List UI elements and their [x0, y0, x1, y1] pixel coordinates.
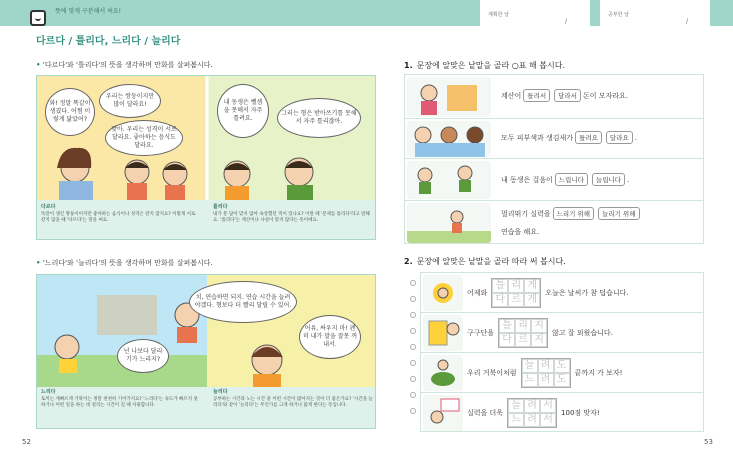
question-2-row: 실력을 더욱 늘 려 서 느 려 서 100점 맞자! — [421, 393, 703, 433]
balloon-mother: 어유, 싸우지 마! 괜히 내가 말을 잘못 꺼내서. — [299, 315, 361, 359]
definition-dareuda: 다르다 똑같이 생긴 쌍둥이이지만 좋아하는 음식이나 성격은 같지 않지요? 이렇게 서로 같지 않을 때 '다르다'는 말을 써요. — [41, 204, 196, 224]
unit-guide: 뜻에 맞게 구분해서 써요! — [55, 8, 122, 15]
plan-date-box: 계획한 날 — [480, 0, 590, 26]
choice-4-b[interactable]: 늘리기 위해 — [598, 207, 639, 220]
illustration-turtle — [423, 355, 463, 391]
balloon-brother-2: 그러는 형은 받아쓰기를 못해서 자주 틀리잖아. — [277, 98, 361, 138]
balloon-brother-1: 내 동생은 뺄셈을 못해서 자주 틀려요. — [217, 84, 269, 138]
question-2-row: 우리 거북이처럼 늘 려 도 느 려 도 끝까지 가 보자! — [421, 353, 703, 393]
page-number-left: 52 — [22, 438, 31, 446]
page-number-right: 53 — [704, 438, 713, 446]
page-title: 다르다 / 틀리다, 느리다 / 늘리다 — [36, 36, 181, 47]
tracing-box-2[interactable]: 틀 리 지 다 르 지 — [498, 318, 548, 348]
illustration-race — [407, 161, 491, 199]
question-1-table — [404, 74, 704, 244]
question-1-title: 1. 문장에 알맞은 낱말을 골라 ○표 해 봅시다. — [404, 61, 566, 70]
illustration-shopping — [407, 77, 491, 117]
choice-2-a[interactable]: 틀려요 — [575, 131, 602, 144]
tracing-box-3[interactable]: 늘 려 도 느 려 도 — [521, 358, 571, 388]
question-2-row: 구구단을 틀 리 지 다 르 지 않고 잘 외웠습니다. — [421, 313, 703, 353]
illustration-children — [407, 121, 491, 157]
balloon-younger-brother: 넌 나보다 달리기가 느리지? — [117, 339, 169, 373]
section2-instruction: • '느리다'와 '늘리다'의 뜻을 생각하며 만화를 살펴봅시다. — [36, 259, 213, 267]
top-bar: 뜻에 맞게 구분해서 써요! 계획한 날 / 공부한 날 / — [0, 0, 733, 26]
illustration-multiplication — [423, 315, 463, 351]
choice-1-a[interactable]: 틀려서 — [523, 89, 550, 102]
definition-neurida: 느리다 토끼는 재빠르게 거북이는 정말 천천히 기어가지요? '느리다'는 속도가 빠르지 못하거나 어떤 일을 하는 데 걸리는 시간이 길 때 사용합니다. — [41, 389, 198, 409]
tracing-box-1[interactable]: 틀 리 게 다 르 게 — [491, 278, 541, 308]
question-2-row: 어제와 틀 리 게 다 르 게 오늘은 날씨가 참 덥습니다. — [421, 273, 703, 313]
definition-neullida: 늘리다 공부하는 시간과 노는 시간 중 어떤 시간이 많아지는 것이 더 좋은가요? '시간을 늘리다'와 같이 '늘리다'는 무언가를 크게 하거나 많게 한다는 뜻입니다. — [213, 389, 373, 409]
illustration-long-jump — [407, 203, 491, 243]
choice-1-b[interactable]: 달라서 — [554, 89, 581, 102]
balloon-twin-1: 우리는 쌍둥이지만 많이 달라요! — [99, 84, 161, 118]
question-1-row: 내 동생은 걸음이 느립니다 늘립니다 . — [405, 159, 703, 201]
choice-3-a[interactable]: 느립니다 — [555, 173, 588, 186]
illustration-score — [423, 395, 463, 431]
choice-2-b[interactable]: 달라요 — [606, 131, 633, 144]
smile-icon — [30, 10, 46, 26]
tracing-box-4[interactable]: 늘 려 서 느 려 서 — [507, 398, 557, 428]
illustration-hot-weather — [423, 275, 463, 311]
balloon-older-brother: 치, 연습하면 되지. 연습 시간을 늘려야겠다. 형보다 더 빨리 달릴 수 있어. — [189, 281, 297, 323]
balloon-twin-2: 맞아. 우리는 성격이 서로 달라요. 좋아하는 음식도 달라요. — [105, 120, 183, 156]
row-4-continuation: 연습을 해요. — [501, 228, 540, 236]
comic-panel-2 — [36, 274, 376, 429]
notebook-rings — [410, 280, 418, 424]
question-1-row: 모두 피부색과 생김새가 틀려요 달라요 . — [405, 119, 703, 159]
question-2-title: 2. 문장에 알맞은 낱말을 골라 따라 써 봅시다. — [404, 257, 566, 266]
study-date-box: 공부한 날 — [600, 0, 710, 26]
comic-panel-1 — [36, 75, 376, 240]
definition-teullida: 틀리다 내가 푼 답이 맞지 않아 속상했던 적이 있나요? 이럴 때 '문제를 틀리다'라고 말해요. '틀리다'는 계산이나 사실이 맞지 않다는 뜻이에요. — [213, 204, 370, 224]
section1-instruction: • '다르다'와 '틀리다'의 뜻을 생각하며 만화를 살펴봅시다. — [36, 61, 213, 69]
question-1-row: 계산이 틀려서 달라서 돈이 모자라요. — [405, 75, 703, 119]
balloon-mom: 와! 정말 똑같이 생겼다. 어쩜 이렇게 닮았어? — [45, 88, 95, 136]
choice-4-a[interactable]: 느리기 위해 — [553, 207, 594, 220]
question-1-row: 멀리뛰기 실력을 느리기 위해 늘리기 위해 연습을 해요. — [405, 201, 703, 245]
choice-3-b[interactable]: 늘립니다 — [592, 173, 625, 186]
question-2-table — [420, 272, 704, 432]
